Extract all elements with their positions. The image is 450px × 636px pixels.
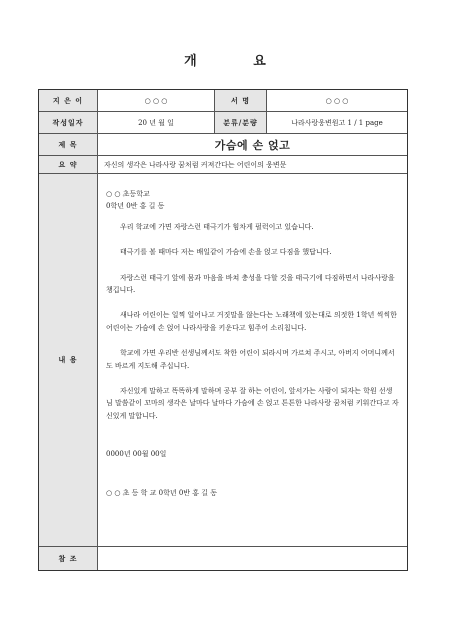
- date-line: 0000년 00월 00일: [106, 450, 167, 459]
- reference-label: 참 조: [39, 547, 98, 570]
- summary-value: 자신의 생각은 나라사랑 꿈처럼 커져간다는 어린이의 웅변문: [104, 160, 287, 169]
- subject-label: 제 목: [39, 134, 98, 155]
- reference-value: [98, 547, 407, 570]
- date-value: 20 년 월 일: [98, 112, 215, 133]
- author-class: 0학년 0반 홍 길 동: [106, 202, 165, 211]
- author-label: 지 은 이: [39, 90, 98, 111]
- speech-paragraph: 자랑스런 태극기 앞에 몸과 마음을 바쳐 충성을 다할 것을 태극기에 다짐하면서 나라사랑을 챙깁니다.: [106, 273, 395, 295]
- date-label: 작성일자: [39, 112, 98, 133]
- summary-label: 요 약: [39, 156, 98, 173]
- summary-row: [39, 156, 407, 174]
- date-row: [39, 112, 407, 134]
- speech-paragraph: 자신있게 말하고 똑똑하게 말하며 공부 잘 하는 어린이, 앞서가는 사람이 되자는 학원 선생님 말씀같이 꼬마의 생각은 날마다 날마다 가슴에 손 얹고 튼튼한 나라사랑 꿈처럼 키워간다고 자신있게 말합니다.: [106, 387, 399, 420]
- subject-value: 가슴에 손 얹고: [214, 138, 291, 152]
- category-value: 나라사랑웅변원고 1 / 1 page: [291, 118, 383, 127]
- content-body: [98, 174, 407, 546]
- outline-form: [38, 89, 408, 571]
- speech-paragraph: 새나라 어린이는 일찍 일어나고 거짓말을 않는다는 노래책에 있는대로 의젓한 1학년 씩씩한 어린이는 가슴에 손 얹어 나라사랑을 키운다고 힘주어 소리칩니다.: [106, 311, 397, 332]
- category-label: 분류/분량: [215, 112, 267, 133]
- speech-paragraph: 학교에 가면 우리반 선생님께서도 착한 어린이 되라시며 가르쳐 주시고, 아버지 어머니께서도 바르게 지도해 주십니다.: [106, 349, 395, 370]
- speech-paragraph: 우리 학교에 가면 자랑스런 태극기가 힘차게 펄럭이고 있습니다.: [120, 222, 314, 231]
- school-name: ○ ○ 초등학교: [106, 190, 150, 198]
- document-title: 개 요: [184, 54, 292, 69]
- content-row: [39, 174, 407, 547]
- author-row: [39, 90, 407, 112]
- reviewer-value: ○ ○ ○: [325, 96, 349, 105]
- content-label: 내 용: [39, 174, 98, 546]
- author-value: ○ ○ ○: [98, 90, 215, 111]
- signature-line: ○ ○ 초 등 학 교 0학년 0반 홍 길 동: [106, 488, 217, 497]
- subject-row: [39, 134, 407, 156]
- speech-paragraph: 태극기를 볼 때마다 저는 배일같이 가슴에 손을 얹고 다짐을 했답니다.: [120, 248, 332, 257]
- reviewer-label: 서 명: [215, 90, 267, 111]
- reference-row: [39, 547, 407, 570]
